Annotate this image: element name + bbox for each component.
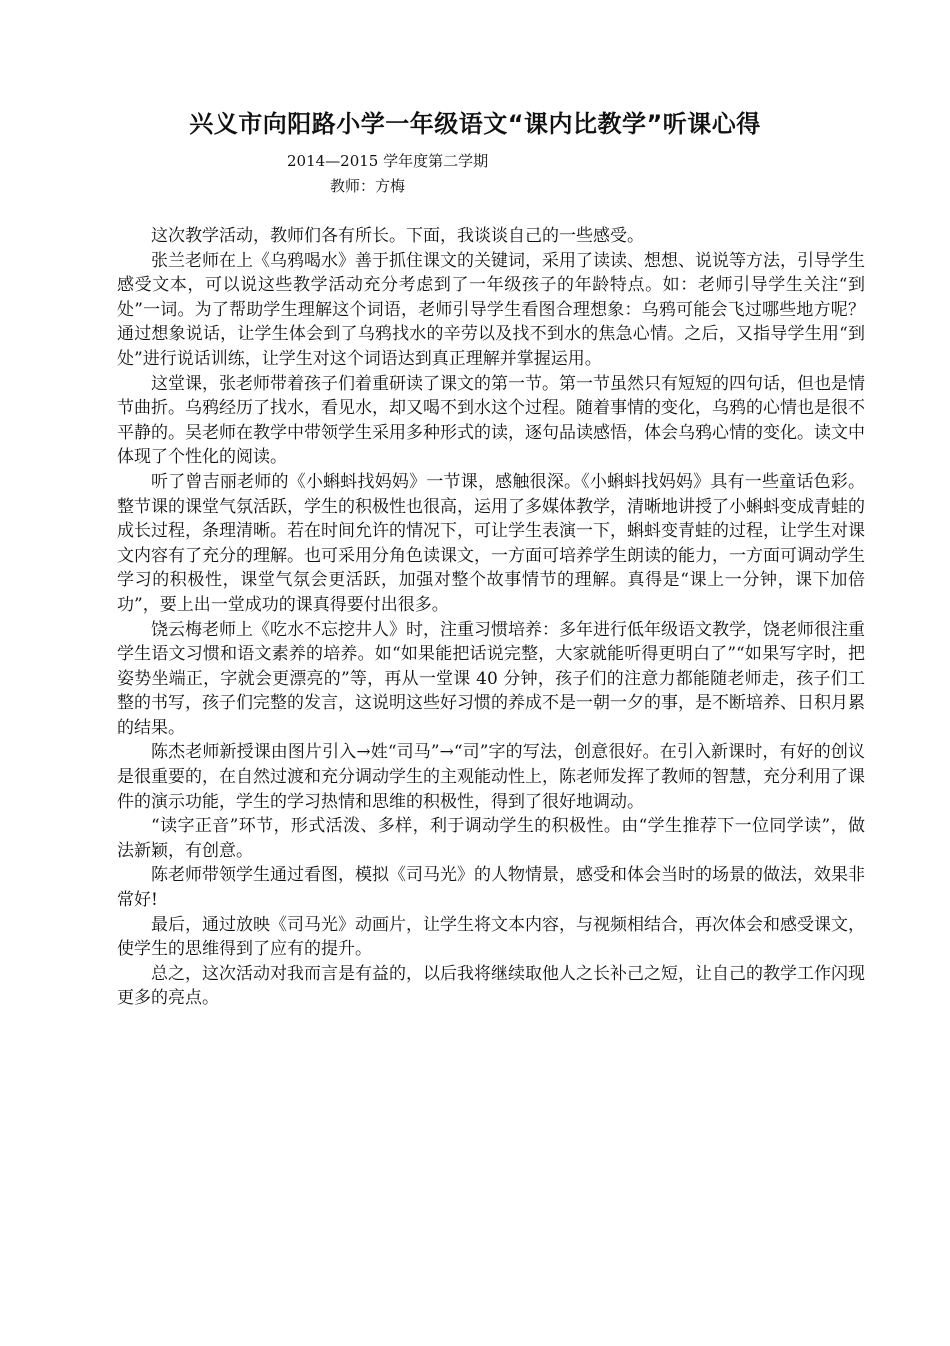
teacher-name: 教师：方梅	[330, 177, 406, 195]
school-term: 2014—2015 学年度第二学期	[287, 152, 489, 170]
paragraph: 饶云梅老师上《吃水不忘挖井人》时，注重习惯培养：多年进行低年级语文教学，饶老师很注重学生语文习惯和语文素养的培养。如“如果能把话说完整，大家就能听得更明白了”“如果写字时，把姿势坐端正，字就会更漂亮的”等，再从一堂课 40 分钟，孩子们的注意力都能随老师走，孩子们工整的书写，孩子们完整的发言，这说明这些好习惯的养成不是一朝一夕的事，是不断培养、日积月累的结果。	[117, 619, 865, 738]
paragraph: “读字正音”环节，形式活泼、多样，利于调动学生的积极性。由“学生推荐下一位同学读”，做法新颖，有创意。	[117, 816, 865, 861]
paragraph: 陈老师带领学生通过看图，模拟《司马光》的人物情景，感受和体会当时的场景的做法，效果非常好!	[117, 865, 865, 911]
paragraph: 张兰老师在上《乌鸦喝水》善于抓住课文的关键词，采用了读读、想想、说说等方法，引导学生感受文本，可以说这些教学活动充分考虑到了一年级孩子的年龄特点。如：老师引导学生关注“到处”一词。为了帮助学生理解这个词语，老师引导学生看图合理想象：乌鸦可能会飞过哪些地方呢？通过想象说话，让学生体会到了乌鸦找水的辛劳以及找不到水的焦急心情。之后，又指导学生用“到处”进行说话训练，让学生对这个词语达到真正理解并掌握运用。	[117, 250, 865, 369]
paragraph: 这堂课，张老师带着孩子们着重研读了课文的第一节。第一节虽然只有短短的四句话，但也是情节曲折。乌鸦经历了找水，看见水，却又喝不到水这个过程。随着事情的变化，乌鸦的心情也是很不平静的。吴老师在教学中带领学生采用多种形式的读，逐句品读感悟，体会乌鸦心情的变化。读文中体现了个性化的阅读。	[117, 373, 865, 468]
paragraph: 最后，通过放映《司马光》动画片，让学生将文本内容，与视频相结合，再次体会和感受课文，使学生的思维得到了应有的提升。	[117, 914, 865, 960]
paragraph: 听了曾吉丽老师的《小蝌蚪找妈妈》一节课，感触很深。《小蝌蚪找妈妈》具有一些童话色彩。整节课的课堂气氛活跃，学生的积极性也很高，运用了多媒体教学，清晰地讲授了小蝌蚪变成青蛙的成长过程，条理清晰。若在时间允许的情况下，可让学生表演一下，蝌蚪变青蛙的过程，让学生对课文内容有了充分的理解。也可采用分角色读课文，一方面可培养学生朗读的能力，一方面可调动学生学习的积极性，课堂气氛会更活跃，加强对整个故事情节的理解。真得是“课上一分钟，课下加倍功”，要上出一堂成功的课真得要付出很多。	[117, 471, 865, 615]
paragraph: 这次教学活动，教师们各有所长。下面，我谈谈自己的一些感受。	[151, 226, 644, 246]
paragraph: 陈杰老师新授课由图片引入→姓“司马”→“司”字的写法，创意很好。在引入新课时，有好的创议是很重要的，在自然过渡和充分调动学生的主观能动性上，陈老师发挥了教师的智慧，充分利用了课件的演示功能，学生的学习热情和思维的积极性，得到了很好地调动。	[117, 742, 865, 812]
paragraph: 总之，这次活动对我而言是有益的，以后我将继续取他人之长补己之短，让自己的教学工作闪现更多的亮点。	[117, 963, 865, 1009]
document-body	[117, 224, 865, 1011]
document-title: 兴义市向阳路小学一年级语文“课内比教学”听课心得	[189, 110, 761, 138]
